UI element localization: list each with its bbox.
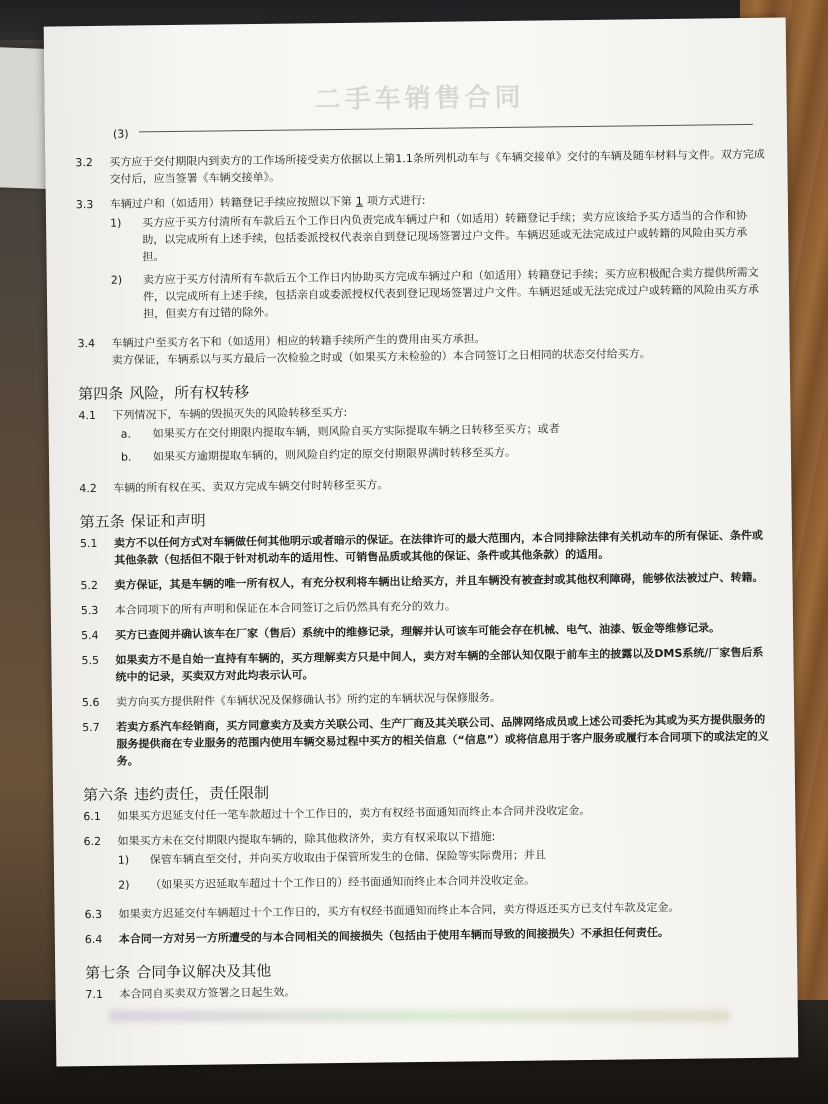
sub-item [113, 441, 769, 466]
clause-4-2 [79, 472, 769, 497]
clause-number: 6.3 [84, 907, 103, 922]
clause-text: 如果买方迟延支付任一笔车款超过十个工作日的，卖方有权经书面通知而终止本合同并没收定金。 [117, 803, 591, 823]
clause-text: 本合同自买卖双方签署之日起生效。 [119, 985, 296, 1001]
clause-text: 如果卖方迟延交付车辆超过十个工作日的，买方有权经书面通知而终止本合同，卖方得返还买方已支付车款及定金。 [118, 900, 680, 921]
article-title: 保证和声明 [130, 511, 206, 531]
clause-number: 3.3 [75, 197, 94, 212]
clause-number: 5.2 [80, 578, 99, 593]
contract-body [75, 118, 776, 1003]
clause-text: 如果卖方不是自始一直持有车辆的，买方理解卖方只是中间人，卖方对车辆的全部认知仅限于前车主的披露以及DMS系统/厂家售后系统中的记录，买卖双方对此均表示认可。 [115, 645, 764, 684]
sub-number: 2) [110, 273, 123, 287]
clause-text: 如果买方未在交付期限内提取车辆的，除其他救济外，卖方有权采取以下措施: [117, 830, 496, 848]
sub-text: 买方应于买方付清所有车款后五个工作日内负责完成车辆过户和（如适用）转籍登记手续；卖方应该给予买方适当的合作和协助，以完成所有上述手续，包括委派授权代表亲自到登记现场签署过户文件。车辆迟延或无法完成过户或转籍的风险由买方承担。 [142, 208, 748, 264]
clause-number: 4.1 [78, 408, 97, 423]
clause-5-4 [81, 619, 771, 644]
clause-5-5 [81, 644, 771, 686]
clause-number: 5.1 [79, 536, 98, 551]
clause-text-line1: 车辆过户至买方名下和（如适用）相应的转籍手续所产生的费用由买方承担。 [111, 332, 486, 350]
clause-number: 7.1 [85, 987, 104, 1002]
clause-number: 5.6 [81, 695, 100, 710]
sub-item [118, 869, 774, 894]
article-number: 第五条 [79, 512, 125, 532]
contract-page [44, 18, 799, 1067]
sub-text: 卖方应于买方付清所有车款后五个工作日内协助买方完成车辆过户和（如适用）转籍登记手续；买方应积极配合卖方提供所需文件，以完成所有上述手续，包括亲自或委派授权代表到登记现场签署过户文件。车辆迟延或无法完成过户或转籍的风险由买方承担，但卖方有过错的除外。 [142, 265, 760, 321]
clause-text: 本合同一方对另一方所遭受的与本合同相关的间接损失（包括由于使用车辆而导致的间接损失）不承担任何责任。 [118, 926, 669, 946]
clause-number: 5.5 [81, 653, 100, 668]
clause-number: 5.7 [82, 720, 100, 735]
clause-6-4 [85, 923, 775, 948]
clause-number: 6.4 [84, 932, 103, 947]
clause-6-3 [84, 898, 774, 923]
clause-number: 3.4 [77, 336, 96, 351]
clause-number: 3.2 [75, 155, 93, 170]
sub-text: （如果买方迟延取车超过十个工作日的）经书面通知而终止本合同并没收定金。 [150, 873, 536, 892]
sub-text: 如果买方在交付期限内提取车辆，则风险自买方实际提取车辆之日转移至买方；或者 [152, 422, 560, 441]
clause-5-2 [80, 569, 770, 594]
clause-text-pre: 车辆过户和（如适用）转籍登记手续应按照以下第 [109, 194, 352, 211]
clause-text: 买方应于交付期限内到卖方的工作场所接受卖方依据以上第1.1条所列机动车与《车辆交接单》交付的车辆及随车材料与文件。双方完成交付后，应当签署《车辆交接单》。 [109, 147, 765, 186]
sub-number: b. [120, 450, 132, 464]
blank-line [139, 124, 753, 133]
article-number: 第七条 [85, 963, 131, 983]
clause-text [111, 327, 767, 369]
clause-text: 卖方不以任何方式对车辆做任何其他明示或者暗示的保证。在法律许可的最大范围内，本合同排除法律有关机动车的所有保证、条件或其他条款（包括但不限于针对机动车的适用性、可销售品质或其他的保证、条件或其他条款）的适用。 [113, 528, 764, 567]
clause-text-line2: 卖方保证，车辆系以与买方最后一次检验之时或（如果买方未检验的）本合同签订之日相同的状态交付给买方。 [111, 347, 651, 367]
sub-number: 2) [118, 878, 130, 892]
article-title: 合同争议解决及其他 [136, 961, 272, 982]
clause-5-1 [80, 527, 770, 569]
clause-3-2 [75, 146, 765, 188]
clause-number: 4.2 [79, 481, 97, 496]
clause-3-4 [77, 327, 767, 369]
clause-5-3 [81, 594, 771, 619]
sub-number: 1) [110, 216, 122, 230]
clause-number: 5.3 [80, 603, 99, 618]
blank-item-3 [113, 118, 765, 146]
sub-text: 如果买方逾期提取车辆的，则风险自约定的原交付期限界满时转移至买方。 [152, 445, 516, 464]
clause-number: 6.2 [83, 834, 102, 849]
sub-number: 1) [117, 853, 130, 867]
bottom-color-bleed [110, 1010, 730, 1022]
clause-number: 5.4 [81, 628, 99, 643]
sub-item [111, 264, 768, 323]
sub-item [110, 207, 767, 266]
article-number: 第六条 [82, 785, 129, 805]
option-choice: 1 [355, 194, 363, 208]
article-title: 违约责任，责任限制 [133, 783, 270, 804]
clause-text-post: 项方式进行: [366, 193, 426, 208]
clause-5-7 [82, 711, 773, 770]
article-title: 风险，所有权转移 [129, 383, 250, 403]
clause-number: 6.1 [83, 809, 101, 824]
clause-text: 若卖方系汽车经销商，买方同意卖方及卖方关联公司、生产厂商及其关联公司、品牌网络成员或上述公司委托为其或为买方提供服务的服务提供商在专业服务的范围内使用车辆交易过程中买方的相关信息（“信息”）或将信息用于客户服务或履行本合同项下的或法定的义务。 [116, 712, 769, 768]
item-label: (3) [112, 127, 129, 141]
article-number: 第四条 [78, 384, 124, 404]
clause-text: 本合同项下的所有声明和保证在本合同签订之后仍然具有充分的效力。 [114, 599, 456, 617]
clause-text: 卖方向买方提供附件《车辆状况及保修确认书》所约定的车辆状况与保修服务。 [115, 691, 501, 709]
clause-text: 车辆的所有权在买、卖双方完成车辆交付时转移至买方。 [113, 478, 389, 495]
show-through-title: 二手车销售合同 [314, 82, 525, 116]
clause-text: 下列情况下，车辆的毁损灭失的风险转移至买方: [112, 405, 348, 422]
sub-number: a. [120, 427, 131, 441]
clause-text: 卖方保证，其是车辆的唯一所有权人，有充分权利将车辆出让给买方，并且车辆没有被查封或其他权利障碍，能够依法被过户、转籍。 [114, 570, 764, 592]
clause-5-6 [82, 686, 772, 711]
clause-text: 买方已查阅并确认该车在厂家（售后）系统中的维修记录，理解并认可该车可能会存在机械、电气、油漆、钣金等维修记录。 [115, 621, 721, 642]
sub-text: 保管车辆直至交付，并向买方收取由于保管所发生的仓储、保险等实际费用；并且 [149, 848, 546, 867]
